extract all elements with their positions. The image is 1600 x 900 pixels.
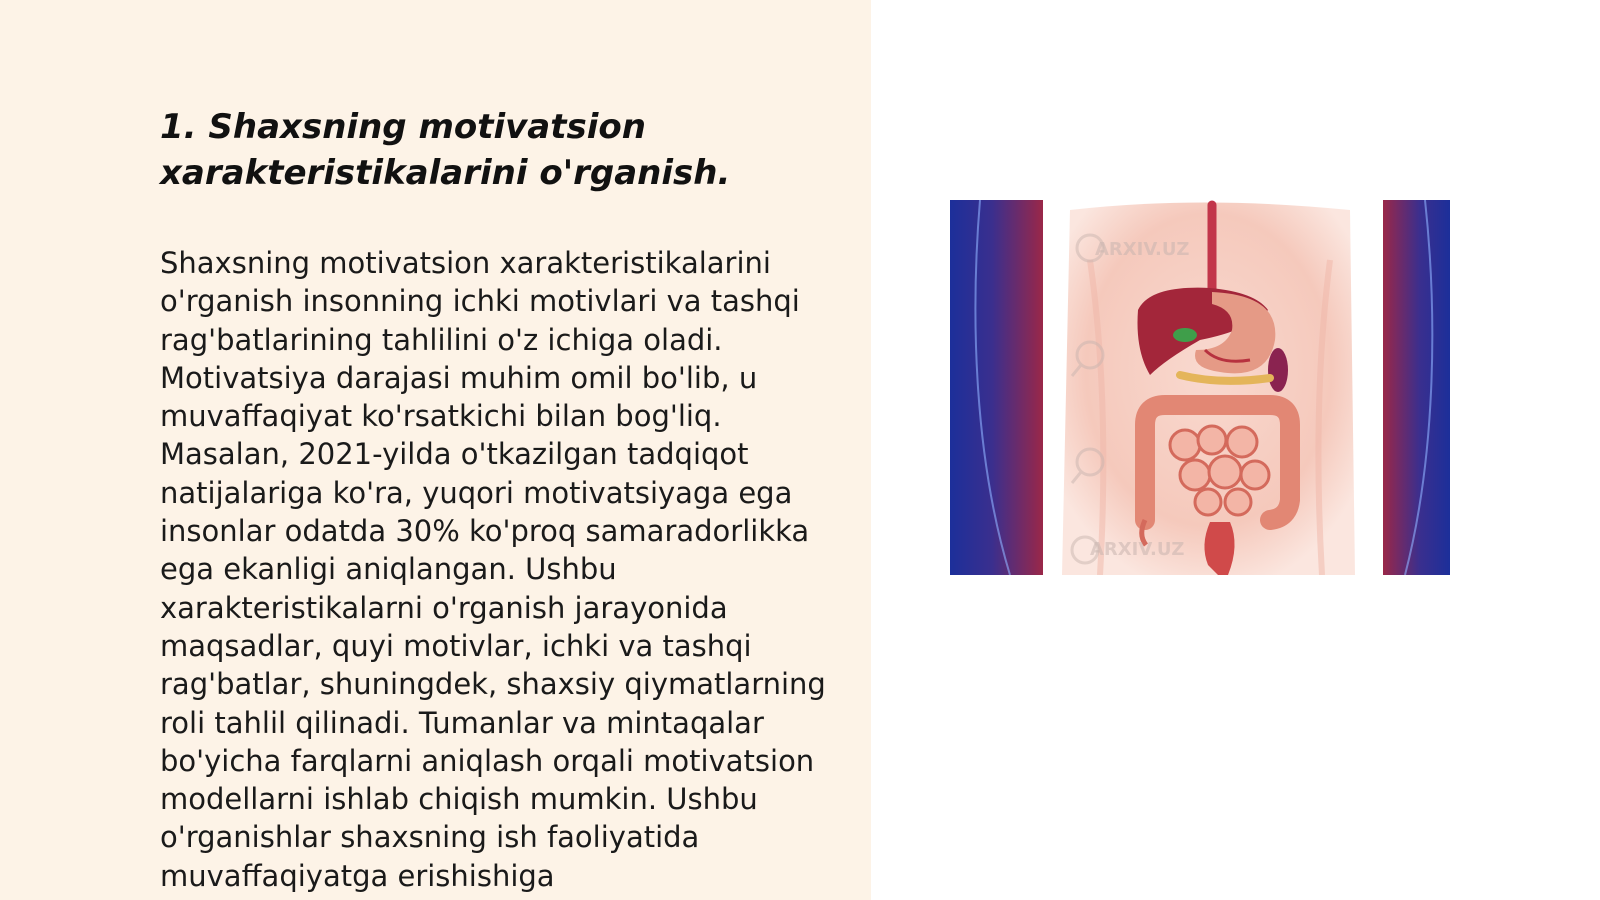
svg-text:ARXIV.UZ: ARXIV.UZ (1090, 539, 1185, 560)
digestive-system-image (950, 200, 1450, 575)
slide-heading: 1. Shaxsning motivatsion xarakteristikalarini o'rganish. (160, 107, 731, 193)
slide-body-text: Shaxsning motivatsion xarakteristikalarini o'rganish insonning ichki motivlari va tashqi rag'batlarining tahlilini o'z ichiga oladi. Motivatsiya darajasi muhim omil bo'lib, u muvaffaqiyat ko'rsatkichi bilan bog'liq. Masalan, 2021-yilda o'tkazilgan tadqiqot natijalariga ko'ra, yuqori motivatsiyaga ega insonlar odatda 30% ko'proq samaradorlikka ega ekanligi aniqlangan. Ushbu xarakteristikalarni o'rganish jarayonida maqsadlar, quyi motivlar, ichki va tashqi rag'batlar, shuningdek, shaxsiy qiymatlarning roli tahlil qilinadi. Tumanlar va mintaqalar bo'yicha farqlarni aniqlash orqali motivatsion modellarni ishlab chiqish mumkin. Ushbu o'rganishlar shaxsning ish faoliyatida muvaffaqiyatga erishishiga (160, 246, 826, 893)
svg-text:ARXIV.UZ: ARXIV.UZ (1095, 239, 1190, 260)
digestive-system-illustration (950, 200, 1450, 575)
